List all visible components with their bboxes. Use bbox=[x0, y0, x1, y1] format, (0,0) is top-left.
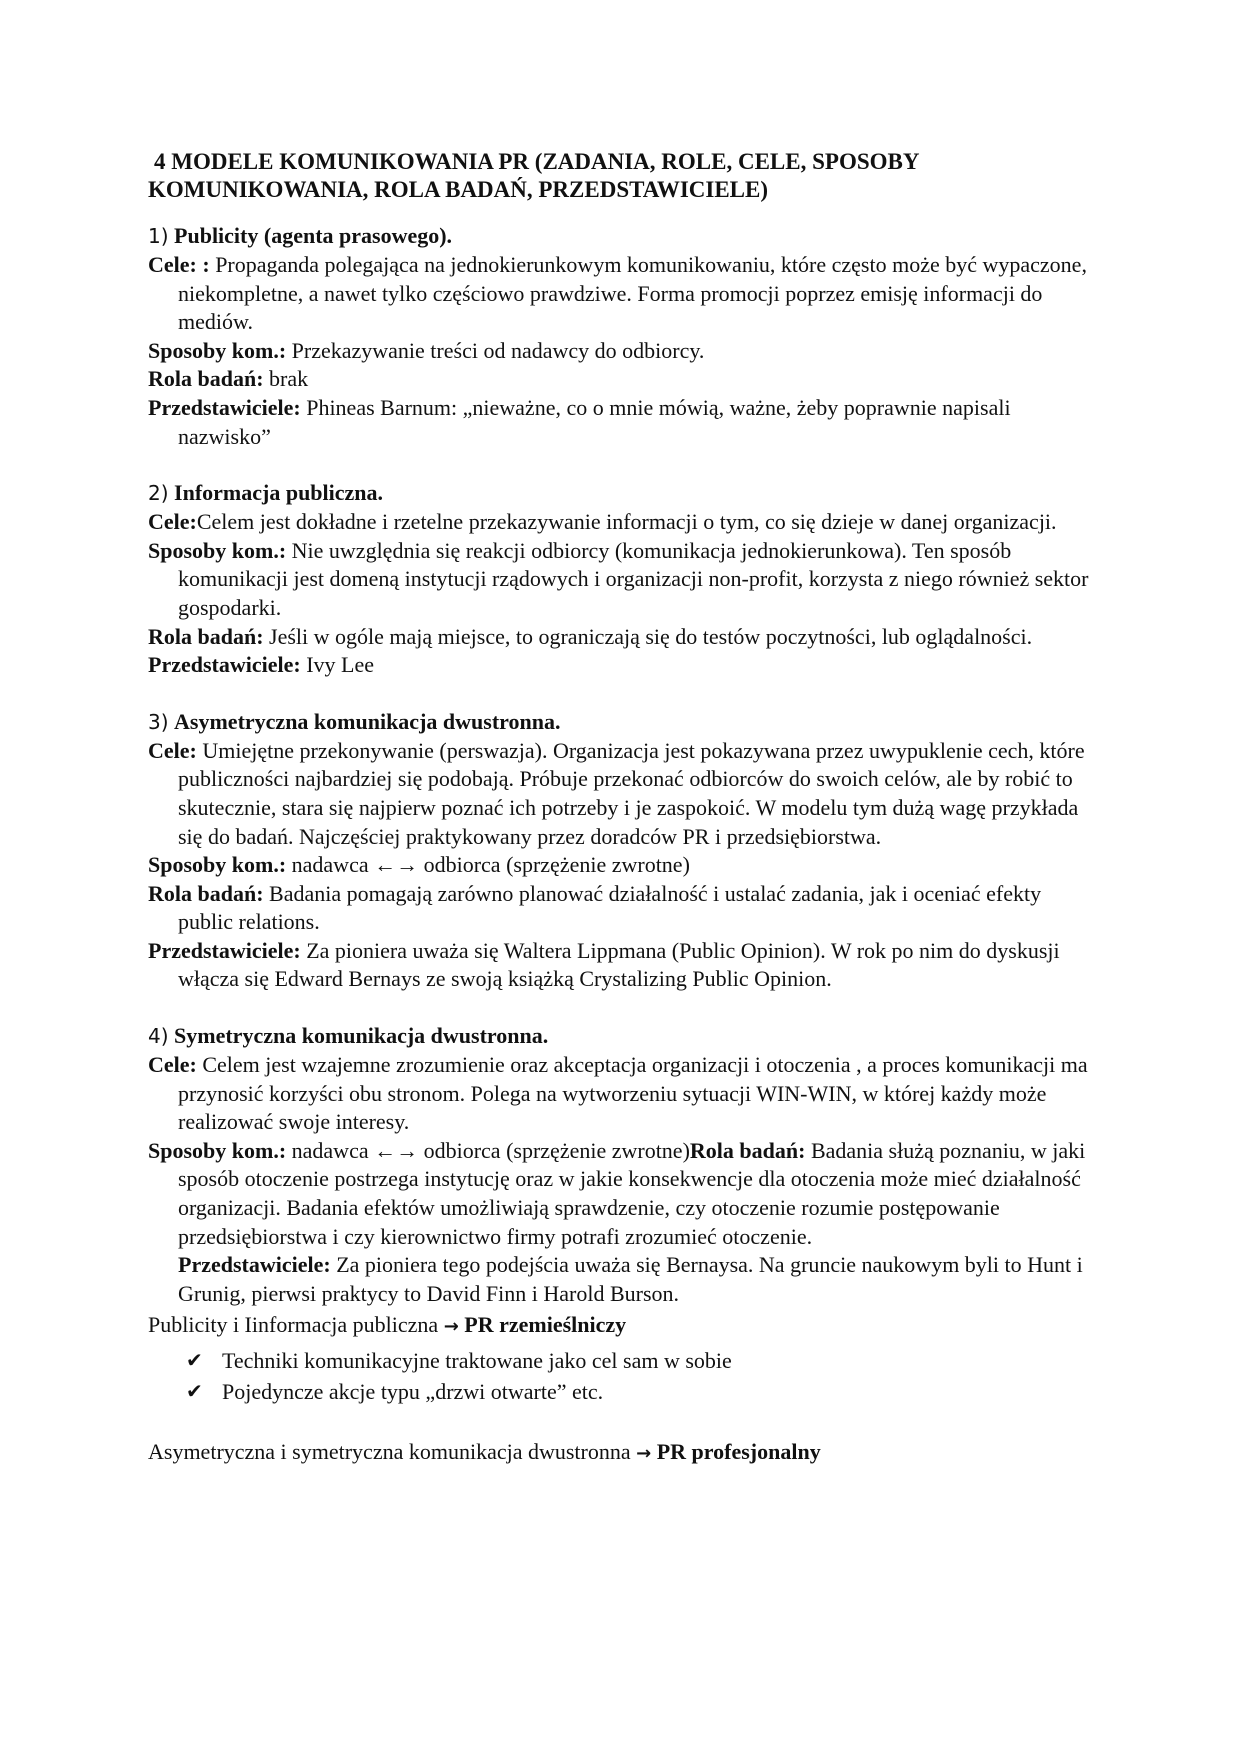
checklist bbox=[148, 1345, 1098, 1407]
field-value: Umiejętne przekonywanie (perswazja). Organizacja jest pokazywana przez uwypuklenie cech, które publiczności najbardziej się podobają. Próbuje przekonać odbiorców do swoich celów, ale by robić to skutecznie, stara się najpierw poznać ich potrzeby i je zaspokoić. W modelu tym dużą wagę przykłada się do badań. Najczęściej praktykowany przez doradców PR i przedsiębiorstwa. bbox=[178, 737, 1085, 849]
field-label: Cele: : bbox=[148, 252, 210, 277]
summary-craft-bold: PR rzemieślniczy bbox=[458, 1312, 627, 1338]
section-number: 2) bbox=[148, 481, 169, 506]
field-row bbox=[148, 365, 1098, 394]
field-label: Przedstawiciele: bbox=[178, 1252, 331, 1278]
field-row bbox=[148, 937, 1098, 994]
field-label: Sposoby kom.: bbox=[148, 537, 287, 563]
checklist-item-text: Pojedyncze akcje typu „drzwi otwarte” etc. bbox=[222, 1379, 604, 1405]
section-heading-text: Asymetryczna komunikacja dwustronna. bbox=[174, 708, 561, 734]
field-label: Przedstawiciele: bbox=[148, 937, 301, 963]
model-section bbox=[148, 478, 1098, 680]
summary-professional-bold: PR profesjonalny bbox=[651, 1439, 821, 1465]
field-value: Nie uwzględnia się reakcji odbiorcy (komunikacja jednokierunkowa). Ten sposób komunikacji jest domeną instytucji rządowych i organizacji non-profit, korzysta z niego również sektor gospodarki. bbox=[178, 537, 1089, 620]
field-label: Sposoby kom.: bbox=[148, 1137, 287, 1163]
field-row bbox=[148, 1251, 1098, 1308]
section-number: 1) bbox=[148, 224, 169, 248]
arrow-right-icon: → bbox=[443, 1316, 459, 1338]
field-label: Sposoby kom.: bbox=[148, 337, 287, 363]
section-heading bbox=[148, 221, 1098, 251]
field-label: Rola badań: bbox=[689, 1137, 806, 1163]
field-value: brak bbox=[263, 366, 309, 392]
field-row bbox=[148, 337, 1098, 366]
summary-craft-text: Publicity i Iinformacja publiczna bbox=[148, 1312, 444, 1338]
section-heading bbox=[148, 707, 1098, 737]
field-value: Ivy Lee bbox=[300, 652, 374, 678]
summary-professional-pr bbox=[148, 1437, 1098, 1468]
field-value: Za pioniera tego podejścia uważa się Bernaysa. Na gruncie naukowym byli to Hunt i Grunig, pierwsi praktycy to David Finn i Harold Burson. bbox=[178, 1252, 1083, 1306]
section-number: 4) bbox=[148, 1024, 169, 1049]
field-label: Rola badań: bbox=[148, 623, 264, 649]
field-label: Cele: bbox=[148, 509, 197, 535]
section-heading bbox=[148, 478, 1098, 508]
field-row bbox=[148, 737, 1098, 851]
field-label: Przedstawiciele: bbox=[148, 652, 301, 678]
document-page bbox=[148, 148, 1098, 1468]
field-value: Przekazywanie treści od nadawcy do odbiorcy. bbox=[286, 337, 705, 363]
section-heading-text: Informacja publiczna. bbox=[174, 480, 384, 506]
title-line-2: KOMUNIKOWANIA, ROLA BADAŃ, PRZEDSTAWICIELE) bbox=[148, 177, 769, 202]
field-value: Jeśli w ogóle mają miejsce, to ograniczają się do testów poczytności, lub oglądalności. bbox=[263, 623, 1033, 649]
sections-container bbox=[148, 221, 1098, 1308]
checkmark-icon: ✔ bbox=[186, 1348, 203, 1373]
field-value: Badania służą poznaniu, w jaki sposób otoczenie postrzega instytucję oraz w jakie konsekwencje dla otoczenia może mieć działalność organizacji. Badania efektów umożliwiają sprawdzenie, czy otoczenie rozumie postępowanie przedsiębiorstwa i czy kierownictwo firmy potrafi zrozumieć otoczenie. bbox=[178, 1137, 1086, 1249]
field-label: Rola badań: bbox=[148, 366, 264, 392]
field-value: nadawca ←→ odbiorca (sprzężenie zwrotne) bbox=[286, 852, 690, 878]
summary-craft-pr bbox=[148, 1310, 1098, 1341]
field-row bbox=[148, 508, 1098, 537]
field-label: Przedstawiciele: bbox=[148, 394, 301, 420]
title-line-1: 4 MODELE KOMUNIKOWANIA PR (ZADANIA, ROLE, CELE, SPOSOBY bbox=[154, 149, 920, 174]
field-row bbox=[148, 851, 1098, 880]
field-label: Cele: bbox=[148, 737, 197, 763]
section-number: 3) bbox=[148, 709, 169, 734]
checklist-item-text: Techniki komunikacyjne traktowane jako cel sam w sobie bbox=[222, 1348, 732, 1374]
field-value: nadawca ←→ odbiorca (sprzężenie zwrotne) bbox=[286, 1137, 690, 1163]
section-heading bbox=[148, 1021, 1098, 1051]
checklist-item bbox=[186, 1345, 1098, 1376]
section-heading-text: Symetryczna komunikacja dwustronna. bbox=[174, 1023, 549, 1049]
document-title bbox=[148, 148, 1098, 204]
field-row bbox=[148, 623, 1098, 652]
field-row bbox=[148, 251, 1098, 337]
field-label: Sposoby kom.: bbox=[148, 852, 287, 878]
field-value: Za pioniera uważa się Waltera Lippmana (Public Opinion). W rok po nim do dyskusji włącza się Edward Bernays ze swoją książką Crystalizing Public Opinion. bbox=[178, 937, 1060, 992]
field-row bbox=[148, 1137, 1098, 1251]
field-label: Cele: bbox=[148, 1052, 197, 1078]
field-row bbox=[148, 1051, 1098, 1137]
checklist-item bbox=[186, 1376, 1098, 1407]
field-value: Phineas Barnum: „nieważne, co o mnie mówią, ważne, żeby poprawnie napisali nazwisko” bbox=[178, 394, 1011, 449]
field-value: Badania pomagają zarówno planować działalność i ustalać zadania, jak i oceniać efekty public relations. bbox=[178, 880, 1042, 935]
field-value: Propaganda polegająca na jednokierunkowym komunikowaniu, które często może być wypaczone, niekompletne, a nawet tylko częściowo prawdziwe. Forma promocji poprzez emisję informacji do mediów. bbox=[178, 252, 1087, 335]
model-section bbox=[148, 707, 1098, 994]
model-section bbox=[148, 1021, 1098, 1308]
checkmark-icon: ✔ bbox=[186, 1379, 203, 1404]
field-row bbox=[148, 651, 1098, 680]
field-row bbox=[148, 394, 1098, 451]
field-label: Rola badań: bbox=[148, 880, 264, 906]
arrow-right-icon: → bbox=[636, 1443, 652, 1465]
summary-professional-text: Asymetryczna i symetryczna komunikacja dwustronna bbox=[148, 1439, 637, 1465]
field-row bbox=[148, 537, 1098, 623]
field-value: Celem jest dokładne i rzetelne przekazywanie informacji o tym, co się dzieje w danej organizacji. bbox=[196, 509, 1057, 535]
field-value: Celem jest wzajemne zrozumienie oraz akceptacja organizacji i otoczenia , a proces komunikacji ma przynosić korzyści obu stronom. Polega na wytworzeniu sytuacji WIN-WIN, w której każdy może realizować swoje interesy. bbox=[178, 1052, 1088, 1135]
section-heading-text: Publicity (agenta prasowego). bbox=[174, 223, 453, 248]
field-row bbox=[148, 880, 1098, 937]
model-section bbox=[148, 221, 1098, 451]
